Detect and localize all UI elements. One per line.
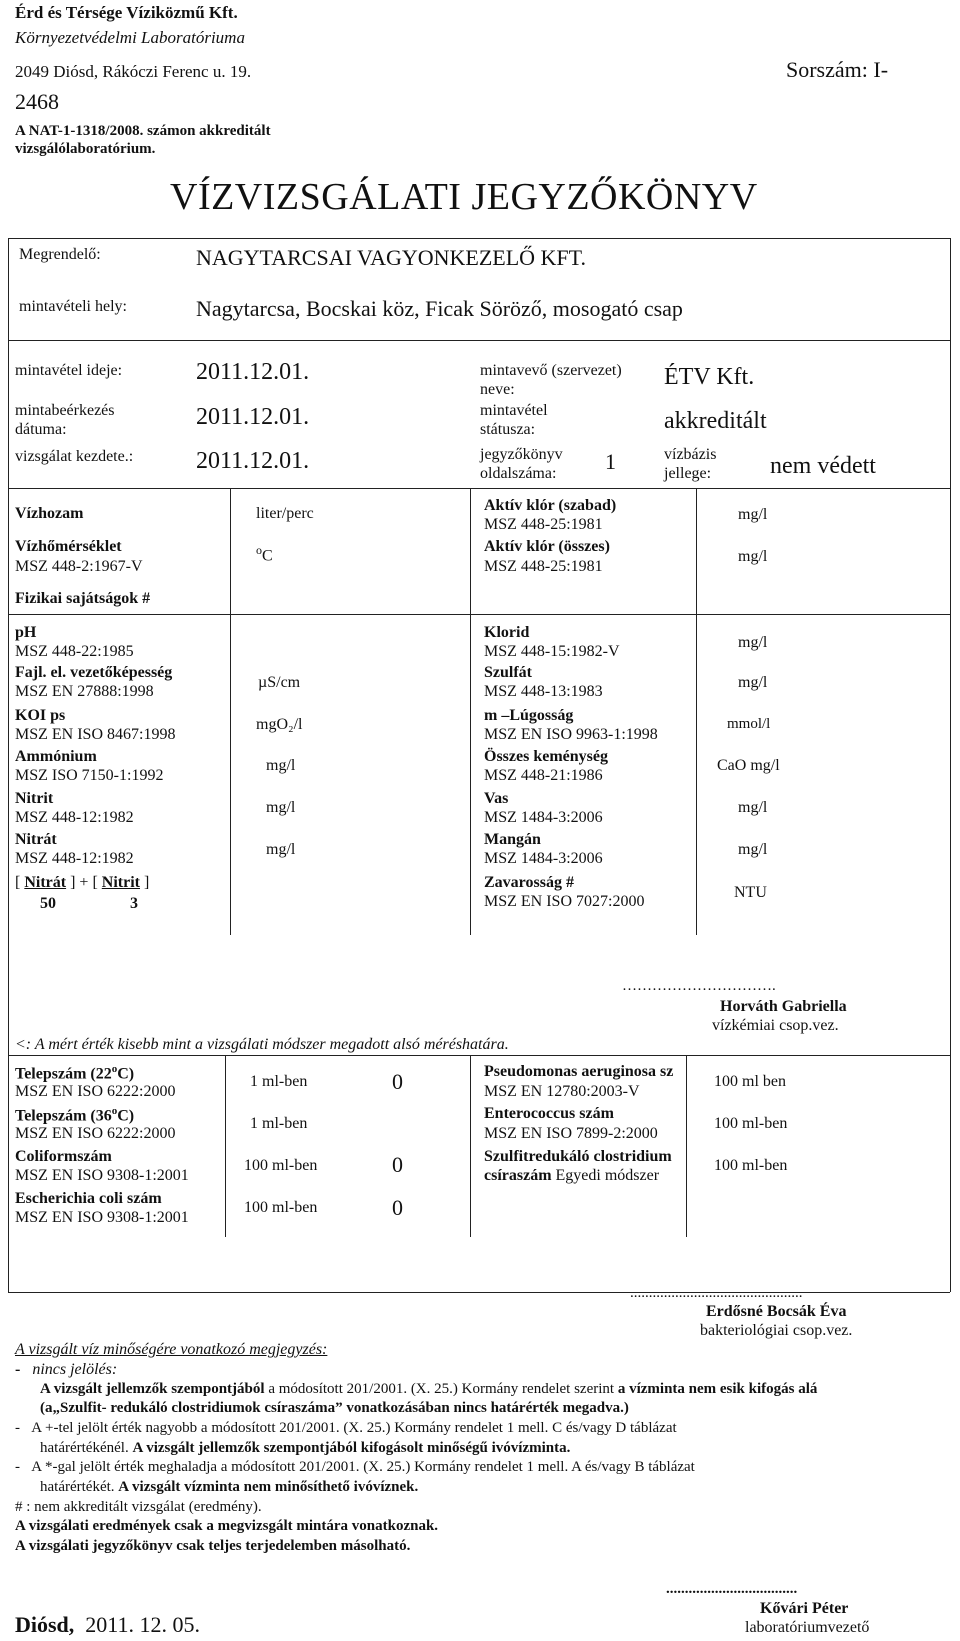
footer-place-date: Diósd, 2011. 12. 05. <box>15 1612 200 1637</box>
coliform-value: 0 <box>392 1152 403 1177</box>
hardness-label: Összes keménység <box>484 748 608 765</box>
manganese-unit: mg/l <box>738 841 768 858</box>
sampler-value: ÉTV Kft. <box>664 364 755 390</box>
iron-unit: mg/l <box>738 799 768 816</box>
lab-name: Környezetvédelmi Laboratóriuma <box>15 28 245 47</box>
temp-unit-degree: o <box>256 543 262 557</box>
chem-signature-line: …………………………. <box>622 978 776 994</box>
ecoli-method: MSZ EN ISO 9308-1:2001 <box>15 1209 189 1226</box>
iron-method: MSZ 1484-3:2006 <box>484 809 603 826</box>
ph-label: pH <box>15 624 37 641</box>
sulfate-label: Szulfát <box>484 664 532 681</box>
accreditation-line-2: vizsgálólaboratórium. <box>15 141 156 157</box>
cod-label: KOI ps <box>15 707 66 724</box>
footer-signature-line: ................................... <box>666 1581 798 1597</box>
cod-method: MSZ EN ISO 8467:1998 <box>15 726 176 743</box>
ammonium-label: Ammónium <box>15 748 97 765</box>
alkalinity-method: MSZ EN ISO 9963-1:1998 <box>484 726 658 743</box>
total-chlorine-unit: mg/l <box>738 548 768 565</box>
org-name: Érd és Térsége Víziközmű Kft. <box>15 3 238 22</box>
chloride-method: MSZ 448-15:1982-V <box>484 643 620 660</box>
coliform-label: Coliformszám <box>15 1148 112 1165</box>
pages-label-1: jegyzőkönyv <box>480 446 563 463</box>
free-chlorine-label: Aktív klór (szabad) <box>484 497 617 514</box>
formula-open: [ <box>15 874 21 891</box>
conductivity-label: Fajl. el. vezetőképesség <box>15 664 173 681</box>
plate-count-22-unit: 1 ml-ben <box>250 1073 308 1090</box>
remark-8: # : nem akkreditált vizsgálat (eredmény). <box>15 1499 262 1515</box>
nitrate-formula <box>15 874 149 892</box>
conductivity-method: MSZ EN 27888:1998 <box>15 683 154 700</box>
accreditation-line-1: A NAT-1-1318/2008. számon akkreditált <box>15 123 271 139</box>
sulfate-method: MSZ 448-13:1983 <box>484 683 603 700</box>
plate-count-22-method: MSZ EN ISO 6222:2000 <box>15 1083 176 1100</box>
pages-value: 1 <box>605 449 616 474</box>
arrival-label-1: mintabeérkezés <box>15 402 115 419</box>
place-label: mintavételi hely: <box>19 298 127 315</box>
ammonium-method: MSZ ISO 7150-1:1992 <box>15 767 164 784</box>
conductivity-unit: µS/cm <box>258 674 301 691</box>
nitrate-method: MSZ 448-12:1982 <box>15 850 134 867</box>
remark-7: határértékét. A vizsgált vízminta nem minősíthető ivóvíznek. <box>40 1479 419 1495</box>
sulfate-unit: mg/l <box>738 674 768 691</box>
manganese-label: Mangán <box>484 831 541 848</box>
remark-3: (a„Szulfit- redukáló clostridiumok csíraszáma” vonatkozásában nincs határérték megadva.) <box>40 1400 629 1416</box>
hardness-unit: CaO mg/l <box>717 757 780 774</box>
serial-number: 2468 <box>15 89 59 114</box>
micro-signer-role: bakteriológiai csop.vez. <box>700 1322 853 1339</box>
sampling-date-value: 2011.12.01. <box>196 359 310 385</box>
manganese-method: MSZ 1484-3:2006 <box>484 850 603 867</box>
nitrite-label: Nitrit <box>15 790 54 807</box>
clostridium-unit: 100 ml-ben <box>714 1157 788 1174</box>
nitrate-unit: mg/l <box>266 841 296 858</box>
cod-unit: mgO₂/l <box>256 716 303 733</box>
nitrate-label: Nitrát <box>15 831 57 848</box>
formula-close: ] <box>143 874 150 891</box>
pages-label-2: oldalszáma: <box>480 465 557 482</box>
nitrite-unit: mg/l <box>266 799 296 816</box>
clostridium-label: Szulfitredukáló clostridium <box>484 1148 672 1165</box>
enterococcus-unit: 100 ml-ben <box>714 1115 788 1132</box>
base-value: nem védett <box>770 453 876 479</box>
lab-address: 2049 Diósd, Rákóczi Ferenc u. 19. <box>15 62 252 81</box>
status-label-2: státusza: <box>480 421 536 438</box>
client-value: NAGYTARCSAI VAGYONKEZELŐ KFT. <box>196 245 586 270</box>
below-limit-note: <: A mért érték kisebb mint a vizsgálati módszer megadott alsó méréshatára. <box>15 1036 509 1053</box>
start-value: 2011.12.01. <box>196 448 310 474</box>
pseudomonas-method: MSZ EN 12780:2003-V <box>484 1083 640 1100</box>
micro-signature-line: .............................................. <box>630 1285 803 1301</box>
free-chlorine-unit: mg/l <box>738 506 768 523</box>
plate-count-36-unit: 1 ml-ben <box>250 1115 308 1132</box>
base-label-1: vízbázis <box>664 446 717 463</box>
sampler-label-2: neve: <box>480 381 515 398</box>
clostridium-method: csíraszám Egyedi módszer <box>484 1167 660 1184</box>
chem-signer-name: Horváth Gabriella <box>720 998 847 1015</box>
remark-10: A vizsgálati jegyzőkönyv csak teljes terjedelemben másolható. <box>15 1538 411 1554</box>
flow-unit: liter/perc <box>256 505 314 522</box>
plate-count-36-label: Telepszám (36$^o$C) <box>15 1105 135 1125</box>
ammonium-unit: mg/l <box>266 757 296 774</box>
status-value: akkreditált <box>664 408 767 434</box>
client-label: Megrendelő: <box>19 246 101 263</box>
remark-4: - A +-tel jelölt érték nagyobb a módosított 201/2001. (X. 25.) Kormány rendelet 1 mell. C és/vagy D táblázat <box>15 1420 677 1436</box>
ecoli-value: 0 <box>392 1195 403 1220</box>
formula-nitrite: Nitrit <box>101 874 140 891</box>
coliform-method: MSZ EN ISO 9308-1:2001 <box>15 1167 189 1184</box>
plate-count-22-value: 0 <box>392 1069 403 1094</box>
temp-method: MSZ 448-2:1967-V <box>15 558 143 575</box>
enterococcus-label: Enterococcus szám <box>484 1105 614 1122</box>
place-value: Nagytarcsa, Bocskai köz, Ficak Söröző, mosogató csap <box>196 296 683 321</box>
remark-1: - nincs jelölés: <box>15 1361 118 1378</box>
chem-signer-role: vízkémiai csop.vez. <box>712 1017 839 1034</box>
physical-header: Fizikai sajátságok # <box>15 590 151 607</box>
base-label-2: jellege: <box>664 465 712 482</box>
alkalinity-label: m –Lúgosság <box>484 707 574 724</box>
remarks-heading: A vizsgált víz minőségére vonatkozó megjegyzés: <box>15 1341 328 1358</box>
serial-label: Sorszám: I- <box>786 57 889 82</box>
pseudomonas-unit: 100 ml ben <box>714 1073 786 1090</box>
enterococcus-method: MSZ EN ISO 7899-2:2000 <box>484 1125 658 1142</box>
sampler-label-1: mintavevő (szervezet) <box>480 362 622 379</box>
turbidity-label: Zavarosság # <box>484 874 574 891</box>
temp-label: Vízhőmérséklet <box>15 538 122 555</box>
temp-unit <box>256 544 273 566</box>
formula-denominator-3: 3 <box>130 895 138 912</box>
temp-unit-letter: C <box>262 547 273 565</box>
lab-head-name: Kővári Péter <box>760 1600 849 1617</box>
remark-9: A vizsgálati eredmények csak a megvizsgált mintára vonatkoznak. <box>15 1518 439 1534</box>
micro-signer-name: Erdősné Bocsák Éva <box>706 1303 847 1320</box>
lab-head-role: laboratóriumvezető <box>745 1619 870 1636</box>
iron-label: Vas <box>484 790 509 807</box>
total-chlorine-label: Aktív klór (összes) <box>484 538 610 555</box>
plate-count-36-method: MSZ EN ISO 6222:2000 <box>15 1125 176 1142</box>
arrival-label-2: dátuma: <box>15 421 67 438</box>
turbidity-method: MSZ EN ISO 7027:2000 <box>484 893 645 910</box>
total-chlorine-method: MSZ 448-25:1981 <box>484 558 603 575</box>
start-label: vizsgálat kezdete.: <box>15 448 134 465</box>
turbidity-unit: NTU <box>734 884 767 901</box>
arrival-value: 2011.12.01. <box>196 404 310 430</box>
formula-plus: ] + [ <box>70 874 98 891</box>
formula-nitrate: Nitrát <box>24 874 67 891</box>
sampling-date-label: mintavétel ideje: <box>15 362 123 379</box>
ph-method: MSZ 448-22:1985 <box>15 643 134 660</box>
status-label-1: mintavétel <box>480 402 548 419</box>
chloride-unit: mg/l <box>738 634 768 651</box>
nitrite-method: MSZ 448-12:1982 <box>15 809 134 826</box>
free-chlorine-method: MSZ 448-25:1981 <box>484 516 603 533</box>
plate-count-22-label: Telepszám (22$^o$C) <box>15 1063 135 1083</box>
coliform-unit: 100 ml-ben <box>244 1157 318 1174</box>
ecoli-label: Escherichia coli szám <box>15 1190 162 1207</box>
formula-denominator-50: 50 <box>40 895 56 912</box>
remark-5: határértékénél. A vizsgált jellemzők szempontjából kifogásolt minőségű ivóvízminta. <box>40 1440 571 1456</box>
remark-6: - A *-gal jelölt érték meghaladja a módosított 201/2001. (X. 25.) Kormány rendelet 1 mell. A és/vagy B táblázat <box>15 1459 695 1475</box>
alkalinity-unit: mmol/l <box>727 716 771 732</box>
hardness-method: MSZ 448-21:1986 <box>484 767 603 784</box>
remark-2: A vizsgált jellemzők szempontjából a módosított 201/2001. (X. 25.) Kormány rendelet szerint a vízminta nem esik kifogás alá <box>40 1381 818 1397</box>
ecoli-unit: 100 ml-ben <box>244 1199 318 1216</box>
pseudomonas-label: Pseudomonas aeruginosa sz <box>484 1063 674 1080</box>
chloride-label: Klorid <box>484 624 530 641</box>
page-title: VÍZVIZSGÁLATI JEGYZŐKÖNYV <box>170 176 758 218</box>
flow-label: Vízhozam <box>15 505 84 522</box>
